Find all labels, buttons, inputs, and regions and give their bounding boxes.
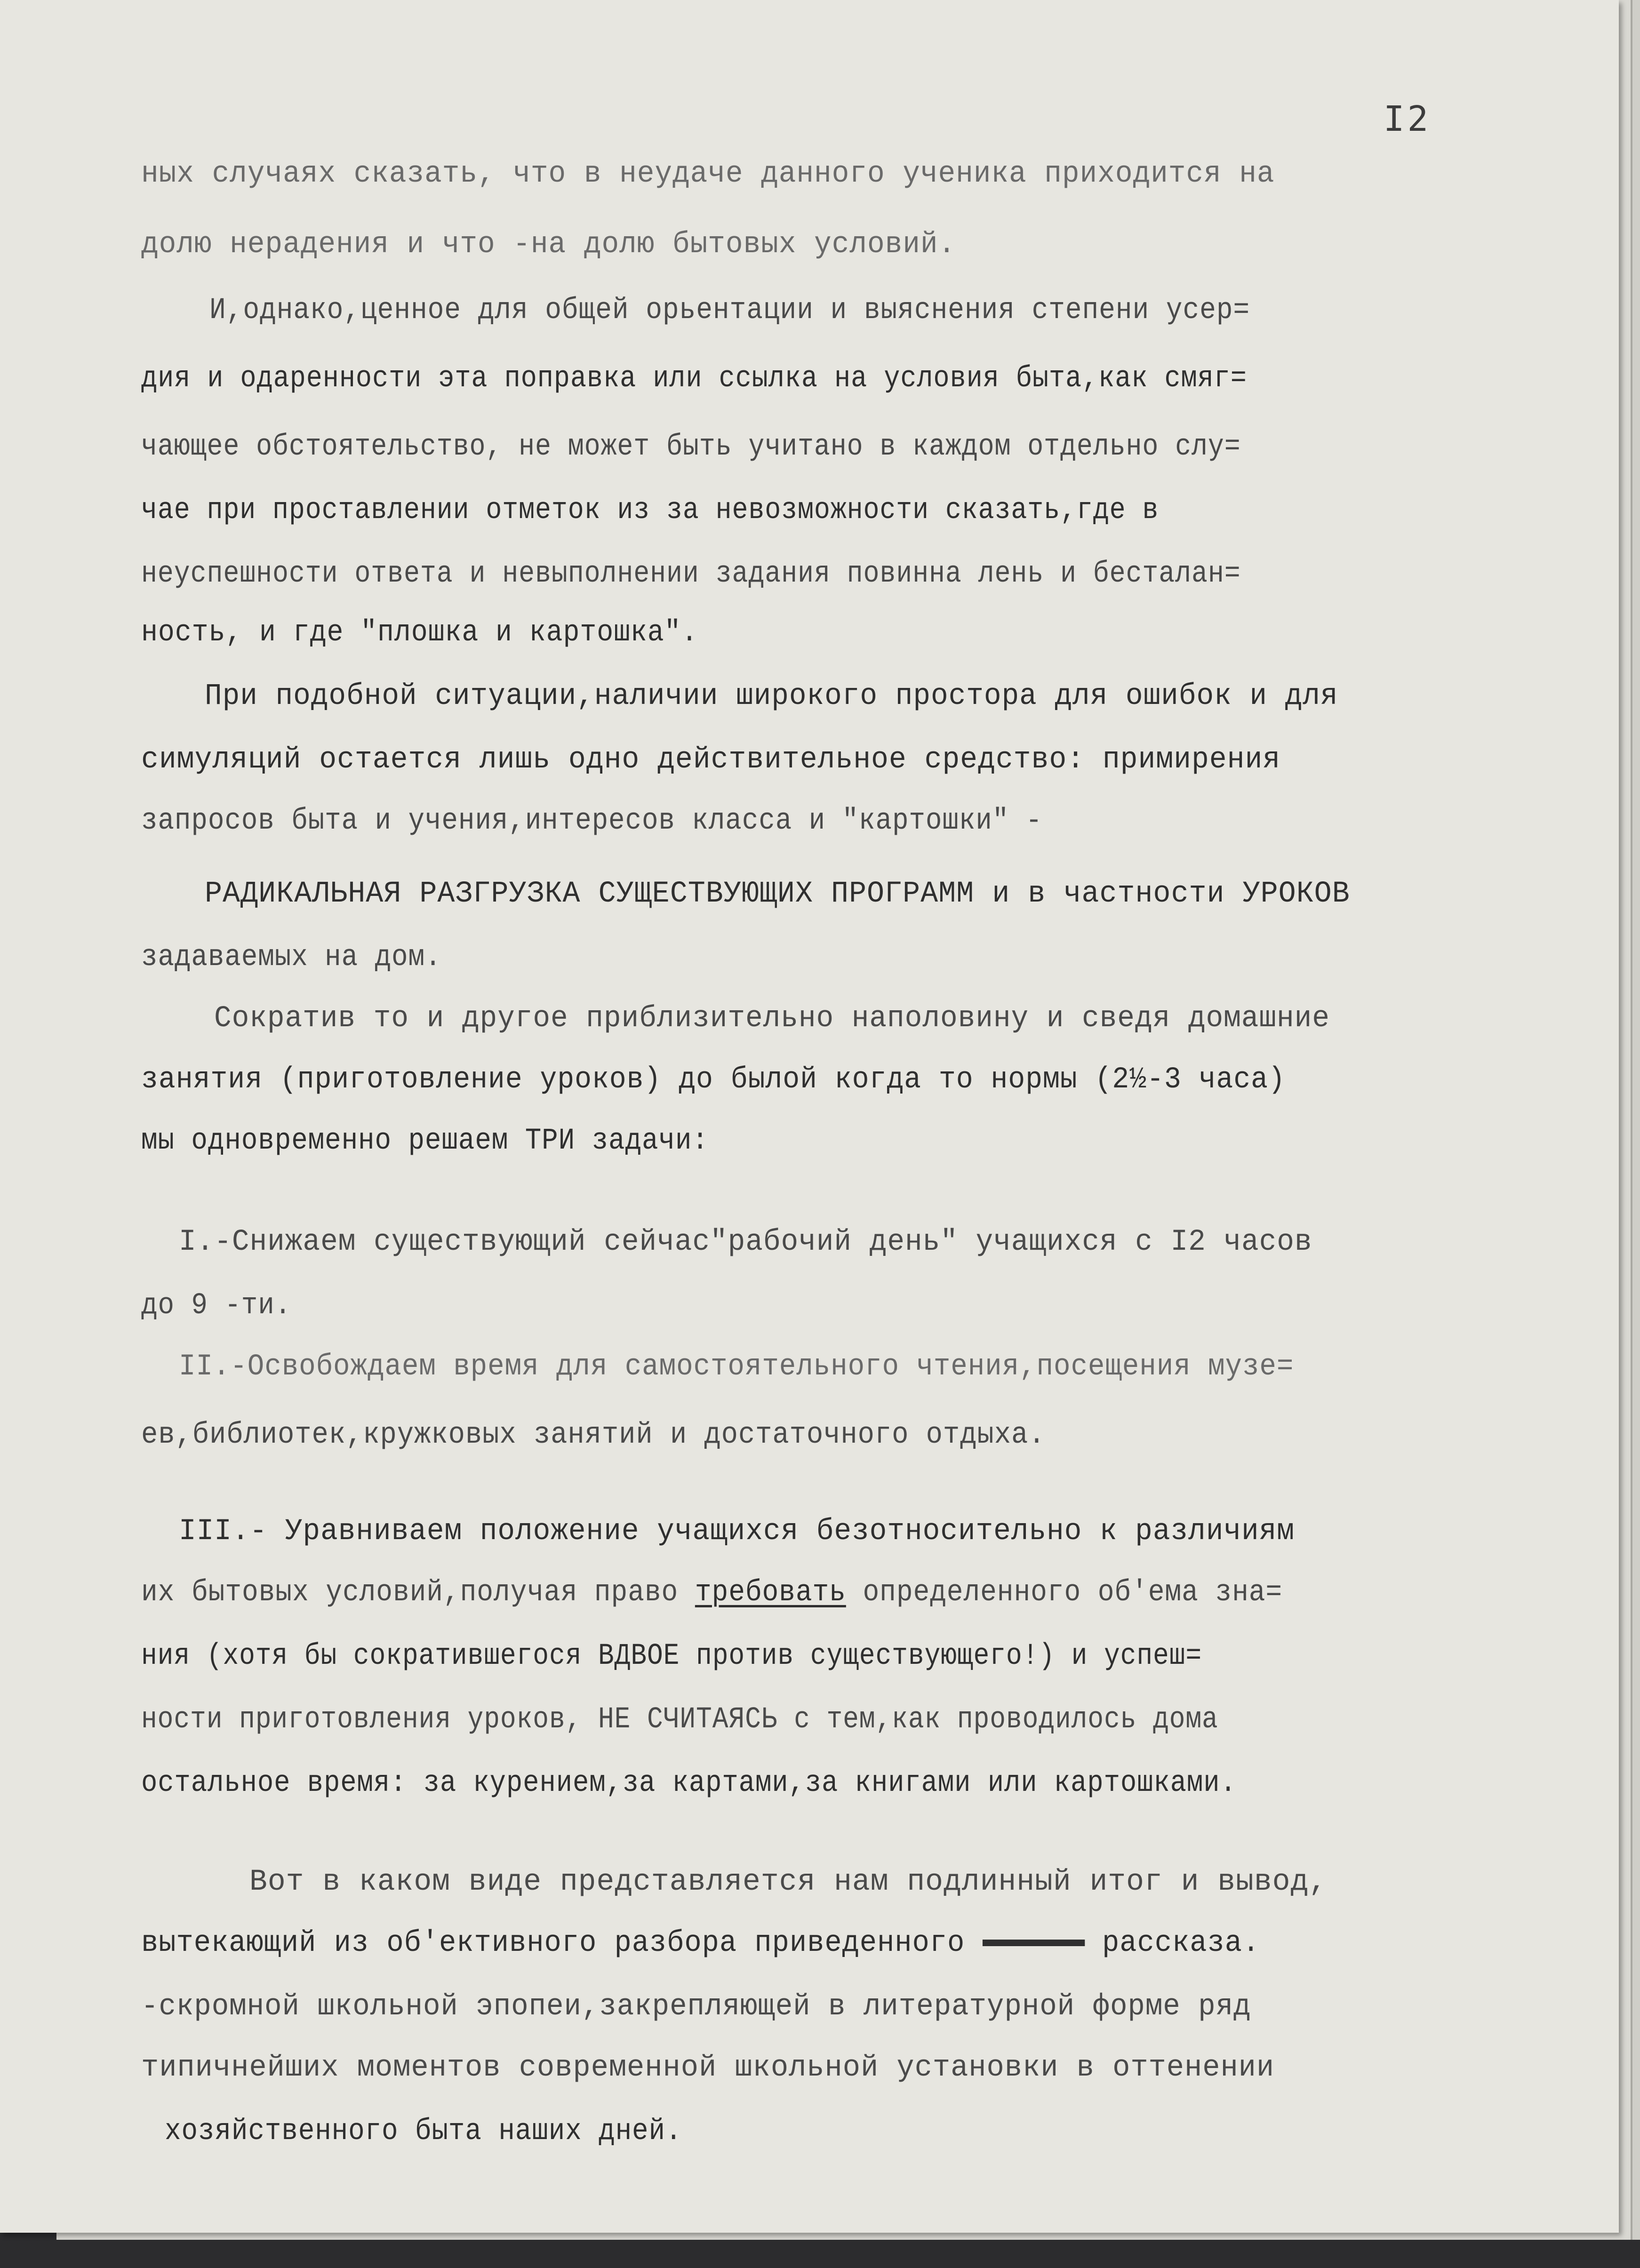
text-line: ния (хотя бы сократившегося ВДВОЕ против существующего!) и успеш=: [141, 1639, 1202, 1673]
text-line: ность, и где "плошка и картошка".: [141, 616, 698, 650]
text-line: ности приготовления уроков, НЕ СЧИТАЯСЬ с тем,как проводилось дома: [141, 1703, 1218, 1737]
struck-out-word: [982, 1940, 1084, 1946]
text-fragment: их бытовых условий,получая право: [141, 1576, 679, 1610]
text-line: типичнейших моментов современной школьной установки в оттенении: [141, 2051, 1275, 2085]
text-line: чающее обстоятельство, не может быть учитано в каждом отдельно слу=: [141, 430, 1241, 464]
text-line: Сократив то и другое приблизительно наполовину и сведя домашние: [214, 1002, 1330, 1036]
text-fragment: вытекающий из об'ективного разбора приведенного: [141, 1926, 965, 1960]
text-line: При подобной ситуации,наличии широкого простора для ошибок и для: [205, 679, 1338, 713]
underlined-word: требовать: [695, 1576, 846, 1610]
text-line: -скромной школьной эпопеи,закрепляющей в литературной форме ряд: [141, 1990, 1251, 2024]
text-line: до 9 -ти.: [141, 1289, 292, 1323]
text-fragment: рассказа.: [1102, 1926, 1260, 1960]
list-item-3: III.- Уравниваем положение учащихся безотносительно к различиям: [179, 1515, 1295, 1549]
text-line: ев,библиотек,кружковых занятий и достаточного отдыха.: [141, 1418, 1046, 1452]
text-line: симуляций остается лишь одно действительное средство: примирения: [141, 743, 1281, 777]
text-fragment: определенного об'ема зна=: [863, 1576, 1283, 1610]
text-line: занятия (приготовление уроков) до былой когда то нормы (2½-3 часа): [141, 1063, 1286, 1097]
text-line: остальное время: за курением,за картами,за книгами или картошками.: [141, 1766, 1237, 1800]
text-line: долю нерадения и что -на долю бытовых условий.: [141, 228, 956, 262]
text-line: мы одновременно решаем ТРИ задачи:: [141, 1124, 709, 1158]
text-line: неуспешности ответа и невыполнении задания повинна лень и бесталан=: [141, 557, 1241, 591]
text-line: Вот в каком виде представляется нам подлинный итог и вывод,: [249, 1865, 1328, 1899]
list-item-1: I.-Снижаем существующий сейчас"рабочий день" учащихся с I2 часов: [179, 1225, 1312, 1259]
list-item-2: II.-Освобождаем время для самостоятельного чтения,посещения музе=: [179, 1350, 1294, 1384]
text-line: ных случаях сказать, что в неудаче данного ученика приходится на: [141, 157, 1275, 191]
text-line: дия и одаренности эта поправка или ссылка на условия быта,как смяг=: [141, 362, 1247, 396]
text-line: запросов быта и учения,интересов класса и "картошки" -: [141, 804, 1043, 838]
text-line: задаваемых на дом.: [141, 941, 442, 974]
text-line: [141, 1574, 1282, 1612]
text-line: чае при проставлении отметок из за невозможности сказать,где в: [141, 494, 1159, 527]
text-line: хозяйственного быта наших дней.: [165, 2115, 682, 2148]
text-line: И,однако,ценное для общей орьентации и выяснения степени усер=: [209, 294, 1250, 327]
page-number: I2: [1384, 99, 1432, 139]
text-line: [141, 1925, 1260, 1962]
text-line: РАДИКАЛЬНАЯ РАЗГРУЗКА СУЩЕСТВУЮЩИХ ПРОГРАММ и в частности УРОКОВ: [205, 877, 1350, 911]
